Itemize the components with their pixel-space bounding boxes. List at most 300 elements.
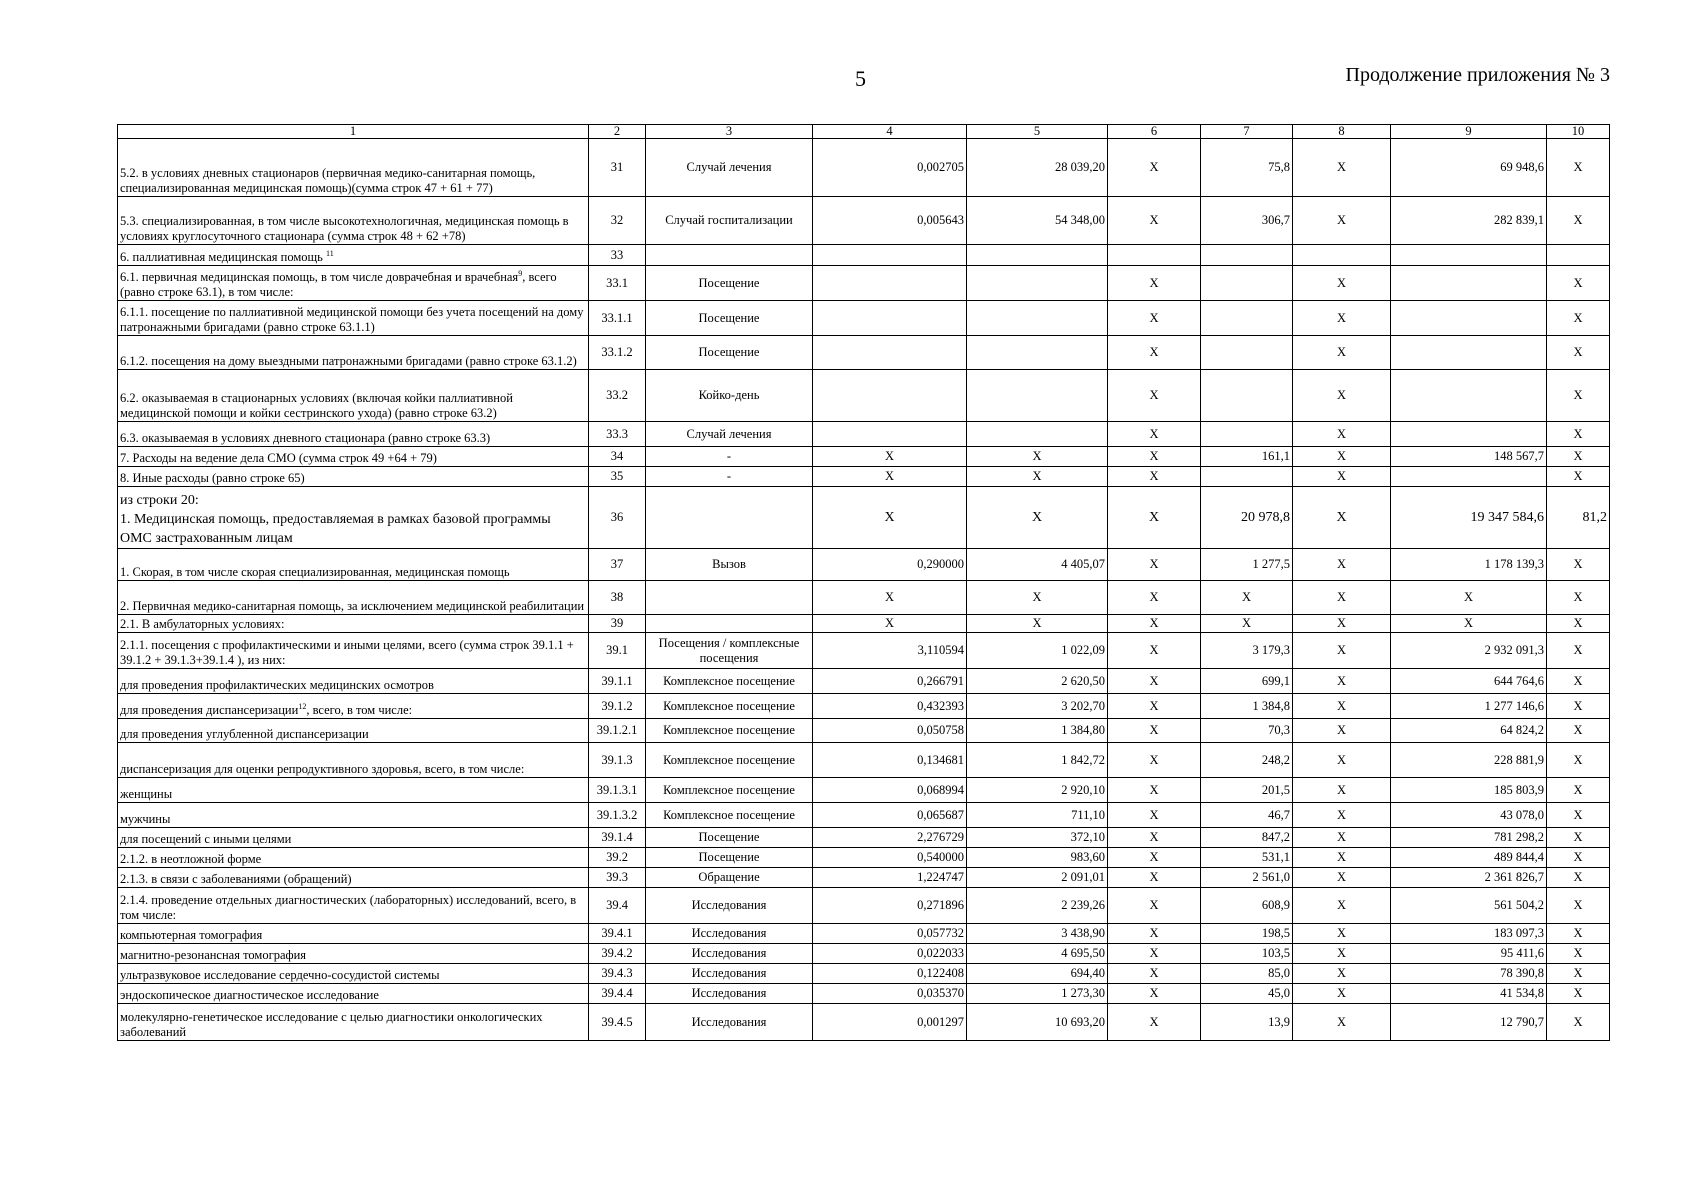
cell-col9 [1391, 301, 1547, 336]
cell-col4 [813, 336, 967, 370]
column-number-header: 8 [1293, 125, 1391, 139]
cell-col7: 847,2 [1201, 828, 1293, 848]
cell-col4: Х [813, 467, 967, 487]
cell-col9 [1391, 370, 1547, 422]
cell-col10: Х [1547, 984, 1610, 1004]
data-table [117, 124, 1610, 1041]
row-label [118, 848, 589, 868]
cell-col5: 3 202,70 [967, 694, 1108, 719]
table-row [118, 245, 1610, 266]
row-unit: Комплексное посещение [646, 743, 813, 778]
cell-col7: 608,9 [1201, 888, 1293, 924]
cell-col4: Х [813, 615, 967, 633]
cell-col10: Х [1547, 944, 1610, 964]
cell-col9: 41 534,8 [1391, 984, 1547, 1004]
cell-col4 [813, 245, 967, 266]
row-label-text: магнитно-резонансная томография [120, 948, 307, 962]
column-number-header: 2 [589, 125, 646, 139]
cell-col6: Х [1108, 447, 1201, 467]
row-code: 39.1.3.1 [589, 778, 646, 803]
table-row [118, 487, 1610, 549]
cell-col10: Х [1547, 197, 1610, 245]
cell-col4: 0,068994 [813, 778, 967, 803]
cell-col5: 2 920,10 [967, 778, 1108, 803]
cell-col10: Х [1547, 803, 1610, 828]
row-code: 37 [589, 549, 646, 581]
cell-col7 [1201, 266, 1293, 301]
row-code: 38 [589, 581, 646, 615]
row-label-text: 8. Иные расходы (равно строке 65) [120, 471, 305, 485]
cell-col9: 1 277 146,6 [1391, 694, 1547, 719]
column-number-header: 10 [1547, 125, 1610, 139]
table-row [118, 633, 1610, 669]
cell-col5: 54 348,00 [967, 197, 1108, 245]
cell-col8: Х [1293, 139, 1391, 197]
row-label-text: женщины [120, 787, 173, 801]
table-row [118, 266, 1610, 301]
cell-col9: 489 844,4 [1391, 848, 1547, 868]
table-row [118, 370, 1610, 422]
cell-col4: 0,022033 [813, 944, 967, 964]
cell-col10 [1547, 245, 1610, 266]
cell-col5 [967, 245, 1108, 266]
cell-col6: Х [1108, 633, 1201, 669]
cell-col9 [1391, 467, 1547, 487]
cell-col8: Х [1293, 888, 1391, 924]
cell-col7: 2 561,0 [1201, 868, 1293, 888]
table-row [118, 139, 1610, 197]
row-label-text: диспансеризация для оценки репродуктивного здоровья, всего, в том числе: [120, 762, 525, 776]
cell-col10: Х [1547, 743, 1610, 778]
row-unit: Исследования [646, 984, 813, 1004]
footnote-marker: 9 [518, 268, 523, 278]
cell-col8: Х [1293, 197, 1391, 245]
cell-col8: Х [1293, 581, 1391, 615]
row-label [118, 447, 589, 467]
row-unit: Комплексное посещение [646, 694, 813, 719]
row-label-text-secondary: 1. Медицинская помощь, предоставляемая в рамках базовой программы ОМС застрахованным лицам [120, 512, 551, 546]
row-unit: Случай лечения [646, 422, 813, 447]
cell-col8: Х [1293, 828, 1391, 848]
cell-col9: 95 411,6 [1391, 944, 1547, 964]
cell-col5 [967, 336, 1108, 370]
row-label [118, 964, 589, 984]
row-code: 33.1.1 [589, 301, 646, 336]
cell-col8: Х [1293, 868, 1391, 888]
cell-col9: 19 347 584,6 [1391, 487, 1547, 549]
cell-col7 [1201, 422, 1293, 447]
cell-col6: Х [1108, 266, 1201, 301]
row-unit: - [646, 467, 813, 487]
row-label-text: 6.3. оказываемая в условиях дневного стационара (равно строке 63.3) [120, 431, 491, 445]
row-label [118, 888, 589, 924]
cell-col7 [1201, 336, 1293, 370]
cell-col8: Х [1293, 669, 1391, 694]
cell-col7: 306,7 [1201, 197, 1293, 245]
row-label [118, 615, 589, 633]
row-label-text: молекулярно-генетическое исследование с целью диагностики онкологических заболеваний [120, 1010, 543, 1039]
row-label-tail: , всего, в том числе: [306, 703, 413, 717]
cell-col7 [1201, 467, 1293, 487]
row-label [118, 581, 589, 615]
row-unit [646, 615, 813, 633]
row-code: 39.1 [589, 633, 646, 669]
row-code: 35 [589, 467, 646, 487]
cell-col9: 185 803,9 [1391, 778, 1547, 803]
row-code: 39.4.4 [589, 984, 646, 1004]
cell-col10: Х [1547, 447, 1610, 467]
row-code: 32 [589, 197, 646, 245]
row-code: 33.1.2 [589, 336, 646, 370]
cell-col4: 0,266791 [813, 669, 967, 694]
cell-col4: 0,540000 [813, 848, 967, 868]
row-label [118, 743, 589, 778]
row-label [118, 487, 589, 549]
row-label-text: для проведения диспансеризации [120, 703, 299, 717]
row-code: 39.1.3 [589, 743, 646, 778]
row-label [118, 422, 589, 447]
cell-col6 [1108, 245, 1201, 266]
cell-col6: Х [1108, 719, 1201, 743]
row-code: 39.1.3.2 [589, 803, 646, 828]
cell-col6: Х [1108, 669, 1201, 694]
row-label-text: 6.1. первичная медицинская помощь, в том числе доврачебная и врачебная [120, 270, 519, 284]
cell-col8: Х [1293, 848, 1391, 868]
cell-col9 [1391, 266, 1547, 301]
cell-col5: 1 273,30 [967, 984, 1108, 1004]
cell-col4 [813, 422, 967, 447]
cell-col6: Х [1108, 301, 1201, 336]
cell-col4: 0,035370 [813, 984, 967, 1004]
row-label [118, 633, 589, 669]
row-label [118, 467, 589, 487]
cell-col8: Х [1293, 467, 1391, 487]
cell-col6: Х [1108, 549, 1201, 581]
row-label-text: компьютерная томография [120, 928, 263, 942]
row-label [118, 944, 589, 964]
cell-col6: Х [1108, 370, 1201, 422]
row-label-text: для посещений с иными целями [120, 832, 292, 846]
column-number-header: 9 [1391, 125, 1547, 139]
row-unit: Исследования [646, 924, 813, 944]
column-number-row [118, 125, 1610, 139]
cell-col8: Х [1293, 964, 1391, 984]
cell-col8: Х [1293, 615, 1391, 633]
row-unit: Случай госпитализации [646, 197, 813, 245]
row-unit [646, 487, 813, 549]
row-label-text: 1. Скорая, в том числе скорая специализированная, медицинская помощь [120, 565, 510, 579]
cell-col8: Х [1293, 944, 1391, 964]
table-row [118, 197, 1610, 245]
cell-col6: Х [1108, 984, 1201, 1004]
row-label [118, 370, 589, 422]
row-code: 33.3 [589, 422, 646, 447]
row-unit: Посещения / комплексные посещения [646, 633, 813, 669]
cell-col9: 148 567,7 [1391, 447, 1547, 467]
row-label [118, 549, 589, 581]
cell-col7: Х [1201, 581, 1293, 615]
cell-col9 [1391, 336, 1547, 370]
column-number-header: 7 [1201, 125, 1293, 139]
cell-col4: 0,005643 [813, 197, 967, 245]
cell-col4 [813, 301, 967, 336]
column-number-header: 1 [118, 125, 589, 139]
cell-col8: Х [1293, 633, 1391, 669]
table-row [118, 336, 1610, 370]
row-code: 39.4.3 [589, 964, 646, 984]
cell-col9: Х [1391, 615, 1547, 633]
table-row [118, 924, 1610, 944]
cell-col7: 3 179,3 [1201, 633, 1293, 669]
cell-col5: Х [967, 615, 1108, 633]
cell-col7: 201,5 [1201, 778, 1293, 803]
cell-col10: Х [1547, 964, 1610, 984]
table-row [118, 984, 1610, 1004]
cell-col7: 45,0 [1201, 984, 1293, 1004]
table-row [118, 549, 1610, 581]
table-row [118, 778, 1610, 803]
cell-col5: 2 091,01 [967, 868, 1108, 888]
cell-col10: Х [1547, 778, 1610, 803]
row-code: 33.1 [589, 266, 646, 301]
row-label [118, 245, 589, 266]
row-unit: - [646, 447, 813, 467]
row-label [118, 301, 589, 336]
table-row [118, 868, 1610, 888]
cell-col10: Х [1547, 422, 1610, 447]
row-label-text: 6.1.2. посещения на дому выездными патронажными бригадами (равно строке 63.1.2) [120, 354, 577, 368]
row-label [118, 197, 589, 245]
cell-col5: 10 693,20 [967, 1004, 1108, 1041]
cell-col9: 282 839,1 [1391, 197, 1547, 245]
cell-col10: Х [1547, 848, 1610, 868]
cell-col10: Х [1547, 669, 1610, 694]
cell-col9: 12 790,7 [1391, 1004, 1547, 1041]
row-label-text: 7. Расходы на ведение дела СМО (сумма строк 49 +64 + 79) [120, 451, 437, 465]
cell-col5: 1 842,72 [967, 743, 1108, 778]
cell-col6: Х [1108, 336, 1201, 370]
cell-col7: 1 384,8 [1201, 694, 1293, 719]
row-label-tail: , всего (равно строке 63.1), в том числе: [120, 270, 557, 299]
cell-col10: Х [1547, 370, 1610, 422]
cell-col9: 561 504,2 [1391, 888, 1547, 924]
column-number-header: 5 [967, 125, 1108, 139]
cell-col5: 372,10 [967, 828, 1108, 848]
cell-col6: Х [1108, 694, 1201, 719]
row-unit: Комплексное посещение [646, 669, 813, 694]
cell-col7: 248,2 [1201, 743, 1293, 778]
cell-col5: 3 438,90 [967, 924, 1108, 944]
cell-col5: 28 039,20 [967, 139, 1108, 197]
row-code: 36 [589, 487, 646, 549]
cell-col7 [1201, 245, 1293, 266]
column-number-header: 3 [646, 125, 813, 139]
page-title: Продолжение приложения № 3 [1345, 64, 1610, 86]
cell-col6: Х [1108, 197, 1201, 245]
row-label [118, 669, 589, 694]
row-label [118, 828, 589, 848]
row-code: 39.4 [589, 888, 646, 924]
cell-col6: Х [1108, 848, 1201, 868]
cell-col6: Х [1108, 888, 1201, 924]
cell-col7: 20 978,8 [1201, 487, 1293, 549]
cell-col8: Х [1293, 743, 1391, 778]
cell-col8: Х [1293, 719, 1391, 743]
cell-col6: Х [1108, 467, 1201, 487]
cell-col6: Х [1108, 1004, 1201, 1041]
row-label-text: 5.2. в условиях дневных стационаров (первичная медико-санитарная помощь, специализированная медицинская помощь)(сумма строк 47 + 61 + 77) [120, 166, 536, 195]
table-row [118, 719, 1610, 743]
cell-col5: 4 695,50 [967, 944, 1108, 964]
cell-col4: 1,224747 [813, 868, 967, 888]
row-unit [646, 245, 813, 266]
table-row [118, 694, 1610, 719]
row-unit: Койко-день [646, 370, 813, 422]
row-label-text: 2. Первичная медико-санитарная помощь, за исключением медицинской реабилитации [120, 599, 585, 613]
footnote-marker: 12 [298, 701, 307, 711]
cell-col4: 3,110594 [813, 633, 967, 669]
row-code: 39.4.2 [589, 944, 646, 964]
table-row [118, 828, 1610, 848]
row-unit: Обращение [646, 868, 813, 888]
cell-col8: Х [1293, 447, 1391, 467]
cell-col10: Х [1547, 694, 1610, 719]
cell-col9: 2 361 826,7 [1391, 868, 1547, 888]
cell-col5 [967, 301, 1108, 336]
cell-col10: Х [1547, 336, 1610, 370]
row-label-text: для проведения профилактических медицинских осмотров [120, 678, 434, 692]
cell-col8 [1293, 245, 1391, 266]
cell-col9: Х [1391, 581, 1547, 615]
cell-col4: Х [813, 581, 967, 615]
cell-col7: 46,7 [1201, 803, 1293, 828]
row-label-text: 2.1.3. в связи с заболеваниями (обращений) [120, 872, 352, 886]
cell-col9: 69 948,6 [1391, 139, 1547, 197]
row-code: 39.4.5 [589, 1004, 646, 1041]
cell-col6: Х [1108, 828, 1201, 848]
column-number-header: 4 [813, 125, 967, 139]
cell-col7 [1201, 370, 1293, 422]
row-unit [646, 581, 813, 615]
cell-col6: Х [1108, 487, 1201, 549]
row-unit: Посещение [646, 301, 813, 336]
row-code: 39.1.1 [589, 669, 646, 694]
row-unit: Комплексное посещение [646, 719, 813, 743]
cell-col10: Х [1547, 266, 1610, 301]
cell-col10: Х [1547, 1004, 1610, 1041]
cell-col10: Х [1547, 868, 1610, 888]
row-code: 39.1.4 [589, 828, 646, 848]
row-label [118, 984, 589, 1004]
row-unit: Исследования [646, 944, 813, 964]
cell-col5: 4 405,07 [967, 549, 1108, 581]
cell-col4: 0,122408 [813, 964, 967, 984]
row-label-text: ультразвуковое исследование сердечно-сосудистой системы [120, 968, 440, 982]
row-label [118, 924, 589, 944]
row-unit: Случай лечения [646, 139, 813, 197]
cell-col6: Х [1108, 803, 1201, 828]
row-label-text: 6.1.1. посещение по паллиативной медицинской помощи без учета посещений на дому патронажными бригадами (равно строке 63.1.1) [120, 305, 584, 334]
cell-col9: 228 881,9 [1391, 743, 1547, 778]
row-label-text: 2.1.4. проведение отдельных диагностических (лабораторных) исследований, всего, в том числе: [120, 893, 577, 922]
cell-col6: Х [1108, 778, 1201, 803]
cell-col7: 75,8 [1201, 139, 1293, 197]
cell-col4 [813, 370, 967, 422]
cell-col9: 43 078,0 [1391, 803, 1547, 828]
row-label-text: 6.2. оказываемая в стационарных условиях (включая койки паллиативной медицинской помощи и койки сестринского ухода) (равно строке 63.2) [120, 391, 513, 420]
cell-col8: Х [1293, 1004, 1391, 1041]
row-unit: Комплексное посещение [646, 778, 813, 803]
cell-col7: 85,0 [1201, 964, 1293, 984]
row-label [118, 868, 589, 888]
row-label [118, 719, 589, 743]
cell-col8: Х [1293, 487, 1391, 549]
cell-col8: Х [1293, 370, 1391, 422]
cell-col9: 78 390,8 [1391, 964, 1547, 984]
cell-col8: Х [1293, 694, 1391, 719]
row-label [118, 139, 589, 197]
cell-col5: 711,10 [967, 803, 1108, 828]
cell-col7: 13,9 [1201, 1004, 1293, 1041]
table-row [118, 422, 1610, 447]
cell-col5: Х [967, 581, 1108, 615]
cell-col4: 0,065687 [813, 803, 967, 828]
cell-col10: Х [1547, 581, 1610, 615]
cell-col9: 1 178 139,3 [1391, 549, 1547, 581]
cell-col6: Х [1108, 924, 1201, 944]
footnote-marker: 11 [325, 248, 334, 258]
row-code: 33.2 [589, 370, 646, 422]
cell-col10: Х [1547, 719, 1610, 743]
cell-col4 [813, 266, 967, 301]
cell-col5 [967, 370, 1108, 422]
cell-col9: 2 932 091,3 [1391, 633, 1547, 669]
cell-col10: Х [1547, 633, 1610, 669]
cell-col7: 70,3 [1201, 719, 1293, 743]
cell-col9: 644 764,6 [1391, 669, 1547, 694]
cell-col9: 64 824,2 [1391, 719, 1547, 743]
row-label [118, 266, 589, 301]
cell-col5: Х [967, 467, 1108, 487]
table-row [118, 615, 1610, 633]
cell-col4: 0,057732 [813, 924, 967, 944]
cell-col9 [1391, 245, 1547, 266]
cell-col4: 0,002705 [813, 139, 967, 197]
cell-col6: Х [1108, 615, 1201, 633]
row-label [118, 336, 589, 370]
cell-col8: Х [1293, 266, 1391, 301]
cell-col5: 694,40 [967, 964, 1108, 984]
cell-col9: 781 298,2 [1391, 828, 1547, 848]
row-code: 39.1.2 [589, 694, 646, 719]
cell-col4: Х [813, 487, 967, 549]
row-label-text: мужчины [120, 812, 171, 826]
cell-col4: 0,050758 [813, 719, 967, 743]
row-label-text: 2.1.2. в неотложной форме [120, 852, 262, 866]
cell-col6: Х [1108, 743, 1201, 778]
cell-col6: Х [1108, 868, 1201, 888]
cell-col4: 0,134681 [813, 743, 967, 778]
row-code: 39.2 [589, 848, 646, 868]
row-label-text: 2.1. В амбулаторных условиях: [120, 617, 285, 631]
row-code: 39.4.1 [589, 924, 646, 944]
cell-col8: Х [1293, 422, 1391, 447]
row-code: 39 [589, 615, 646, 633]
cell-col7: 1 277,5 [1201, 549, 1293, 581]
cell-col8: Х [1293, 301, 1391, 336]
cell-col7: 531,1 [1201, 848, 1293, 868]
cell-col10: 81,2 [1547, 487, 1610, 549]
